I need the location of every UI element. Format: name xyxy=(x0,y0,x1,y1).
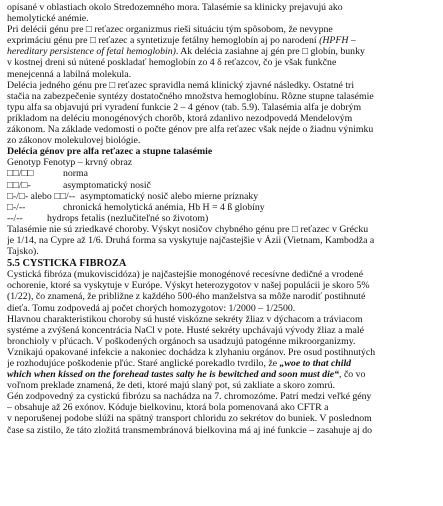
text-line: typu alfa sa objavujú pri vyradení funkcie 2 – 4 génov (tab. 5.9). Talasémia alfa je dobrým xyxy=(7,101,362,113)
genotype: □-/□- alebo □□/-- xyxy=(7,190,76,202)
text-line: Cystická fibróza (mukoviscidóza) je najčastejšie monogénové recesívne dedičné a vrodené xyxy=(7,269,364,281)
text-line: Delécia jedného génu pre □ reťazec spravidla nemá klinický zjavné následky. Ostatné tri xyxy=(7,79,355,91)
text-line: opísané v oblastiach okolo Stredozemného mora. Talasémie sa klinicky prejavujú ako xyxy=(7,2,343,13)
text-line: v neporušenej podobe slúži na spätný transport chloridu zo sekrétov do buniek. V poslednom xyxy=(7,413,372,425)
text-line: Pri delécii génu pre □ reťazec organizmus rieši situáciu tým spôsobom, že nevypne xyxy=(7,24,333,36)
text-line: Vznikajú opakované infekcie a nakoniec dochádza k zlyhaniu orgánov. Pre osud postihnutých xyxy=(7,346,376,358)
proverb-quote: which when kissed on the forehead tastes salty he is bewitched and soon must die“ xyxy=(7,369,340,381)
text-span: je rozhodujúce poškodenie pľúc. Staré anglické porekadlo tvrdilo, že xyxy=(7,358,278,369)
text-line: menejcenná a labilná molekula. xyxy=(7,68,132,80)
proverb-quote: „woe to that child xyxy=(279,358,352,369)
text-line: v kostnej dreni sú nútené poskladať hemoglobín zo 4 δ reťazcov, čo je však funkčne xyxy=(7,57,337,69)
text-line: (1/22), čo znamená, že približne z každého 500-ého manželstva sa môže narodiť postihnuté xyxy=(7,291,366,303)
phenotype: asymptomatický nosič alebo mierne príznaky xyxy=(80,190,259,202)
text-line: Gén zodpovedný za cystickú fibrózu sa nachádza na 7. chromozóme. Patrí medzi veľké gény xyxy=(7,391,372,403)
phenotype: norma xyxy=(63,168,89,180)
phenotype: asymptomatický nosič xyxy=(63,179,151,191)
genotype: □□/□- xyxy=(7,179,31,191)
section-heading: 5.5 CYSTICKÁ FIBRÓZA xyxy=(7,258,127,270)
text-line: čase sa zistilo, že táto zložitá transmembránová bielkovina má aj iné funkcie – zasahuje aj do xyxy=(7,424,373,436)
table-row xyxy=(7,168,438,179)
text-line: ochorenie, ktoré sa vyskytuje v Európe. Výskyt heterozygotov v našej populácii je skoro 5% xyxy=(7,280,370,292)
text-line: Talasémie nie sú zriedkavé choroby. Výskyt nosičov chybného génu pre □ reťazec v Grécku xyxy=(7,223,369,235)
genotype: □□/□□ xyxy=(7,168,34,180)
text-line: Tajsko). xyxy=(7,246,39,258)
table-header: Genotyp Fenotyp – krvný obraz xyxy=(7,157,133,169)
text-span: , čo vo xyxy=(339,369,366,381)
text-line: hereditary persistence of fetal hemoglobin). Ak delécia zasiahne aj gén pre □ globín, bunky xyxy=(7,46,365,58)
text-line: zo zákonov molekulovej biológie. xyxy=(7,135,141,147)
text-line: – obsahuje až 26 exónov. Kóduje bielkovinu, ktorá bola pomenovaná ako CFTR a xyxy=(7,402,329,414)
phenotype: chronická hemolytická anémia, Hb H = 4 ß globíny xyxy=(63,201,265,213)
genotype: --/-- xyxy=(7,212,23,224)
text-line xyxy=(7,358,438,369)
phenotype: hydrops fetalis (nezlučiteľné so životom) xyxy=(47,212,209,224)
genotype: □-/-- xyxy=(7,201,26,213)
text-line: zákonom. Na základe vedomosti o počte génov pre alfa reťazec však nejde o žiadnu výnimku xyxy=(7,124,374,136)
text-line: stačia na zabezpečenie syntézy dostatočného množstva hemoglobínu. Rôzne stupne talasémie xyxy=(7,90,374,102)
text-span: exprimáciu génu pre □ reťazec a syntetizuje fetálny hemoglobín aj po narodení xyxy=(7,35,317,47)
table-row xyxy=(7,213,438,224)
text-line: exprimáciu génu pre □ reťazec a syntetizuje fetálny hemoglobín aj po narodení (HPFH – xyxy=(7,35,356,47)
table-row xyxy=(7,191,438,202)
text-line: voľnom preklade znamená, že deti, ktoré majú slaný pot, sú zakliate a skoro zomrú. xyxy=(7,380,335,392)
text-line: bronchioly v pľúcach. V poškodených orgánoch sa usadzujú patogénne mikroorganizmy. xyxy=(7,335,356,347)
table-row xyxy=(7,180,438,191)
text-span: . Ak delécia zasiahne aj gén pre □ globín, bunky xyxy=(175,46,365,58)
text-line: príkladom na deléciu monogénových chorôb, ktorá zdanlivo nezodpovedá Mendelovým xyxy=(7,112,353,124)
text-line: je 1/14, na Cypre až 1/6. Druhá forma sa vyskytuje najčastejšie v Ázii (Vietnam, Kambodža a xyxy=(7,234,375,246)
hpfh-term: hereditary persistence of fetal hemoglobin xyxy=(7,46,173,58)
text-line: dieťa. Tomu zodpovedá aj počet chorých homozygotov: 1/2000 – 1/2500. xyxy=(7,302,296,314)
table-caption: Delécia génov pre alfa reťazec a stupne talasémie xyxy=(7,146,213,158)
text-line xyxy=(7,369,438,380)
table-row xyxy=(7,202,438,213)
text-line: systéme a zvýšená koncentrácia NaCl v pote. Husté sekréty upchávajú vývody žliaz a malé xyxy=(7,324,364,336)
text-line: Hlavnou charakteristikou choroby sú husté viskózne sekréty žliaz v dýchacom a tráviacom xyxy=(7,313,363,325)
text-line: hemolytické anémie. xyxy=(7,13,89,25)
